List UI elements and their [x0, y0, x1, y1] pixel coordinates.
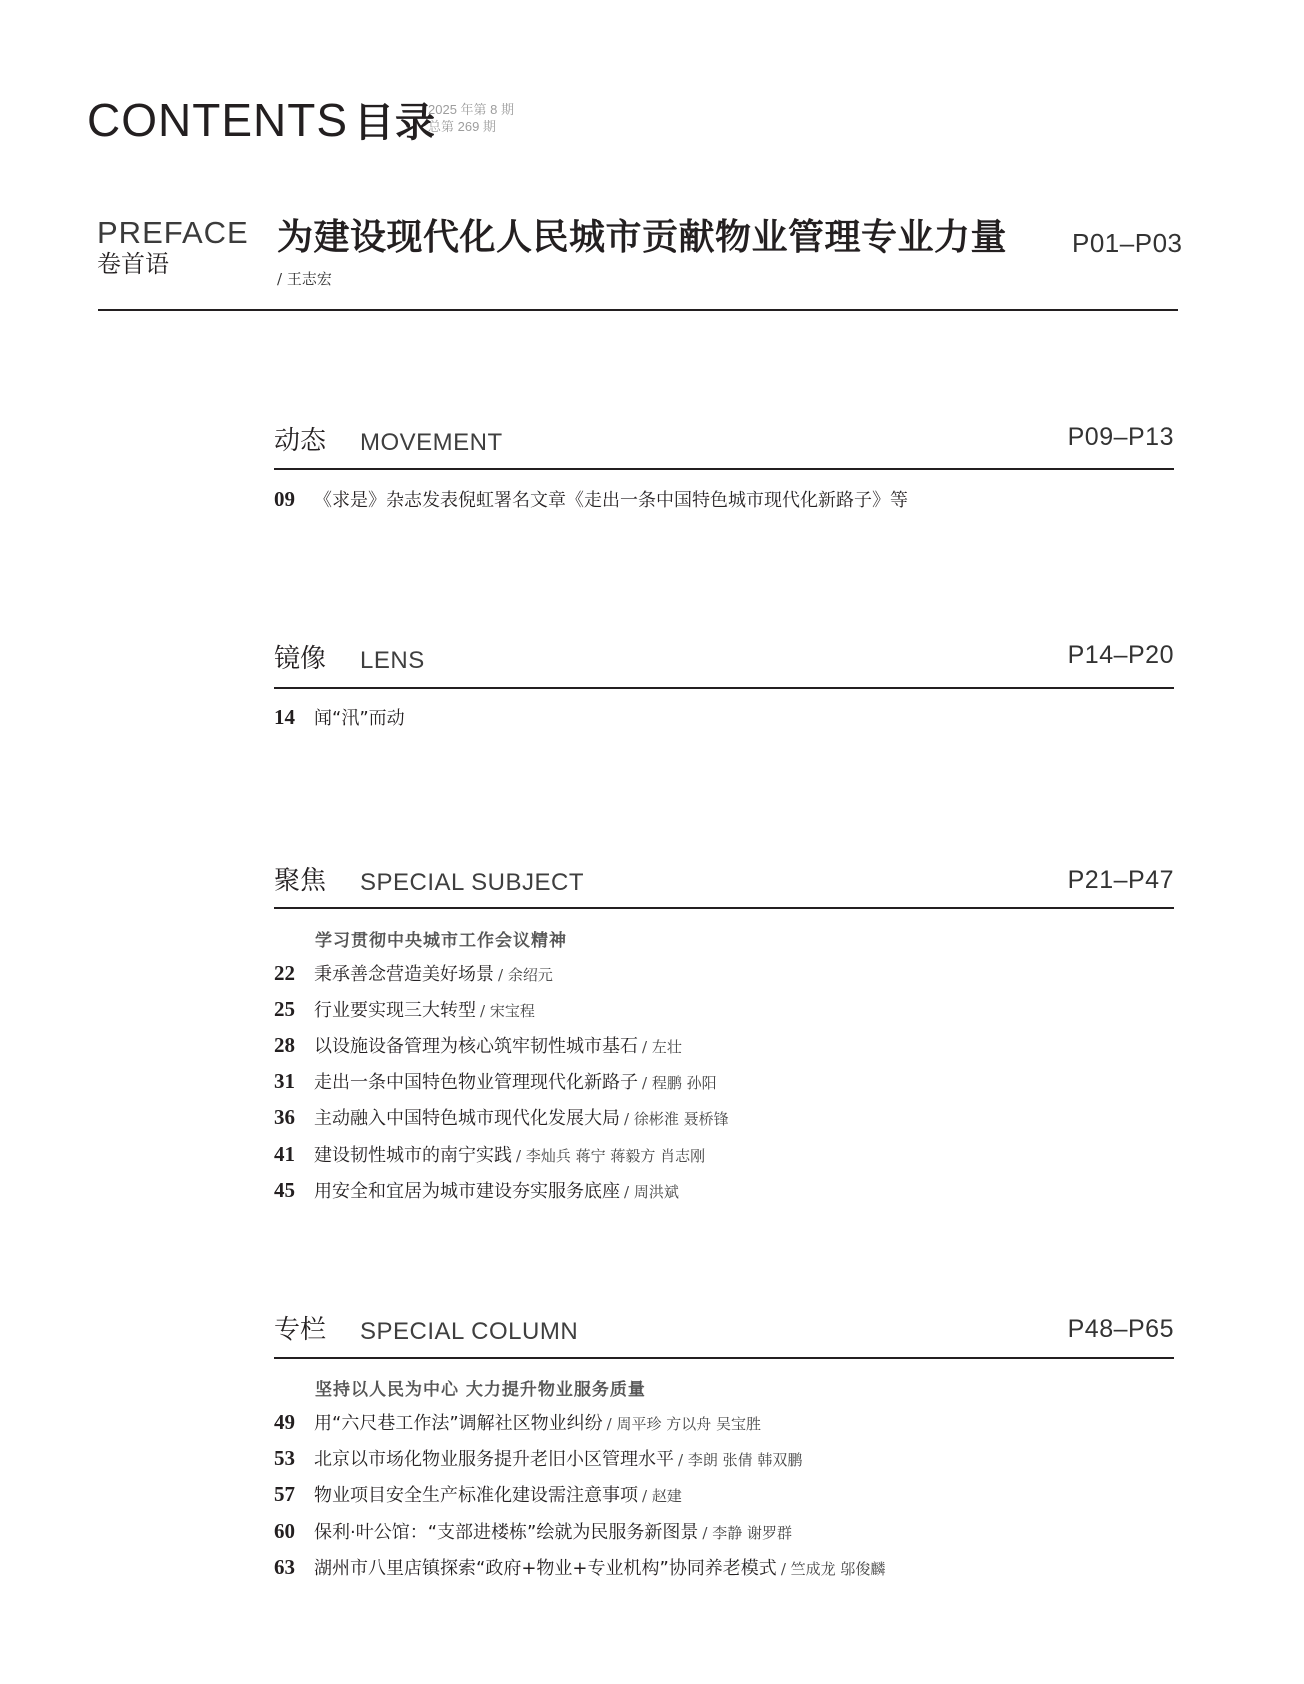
issue-total: 总第 269 期 [428, 119, 496, 134]
contents-title-en: CONTENTS [87, 94, 348, 146]
preface-page-range: P01–P03 [1072, 228, 1183, 258]
toc-entry[interactable] [274, 1518, 792, 1546]
section-title-cn: 聚焦 [274, 866, 327, 896]
preface-article-title[interactable]: 为建设现代化人民城市贡献物业管理专业力量 [277, 217, 1008, 258]
toc-page-number: 28 [274, 1033, 295, 1057]
section-divider [274, 687, 1174, 689]
preface-label-cn: 卷首语 [97, 250, 169, 278]
toc-author: / 李静 谢罗群 [702, 1524, 792, 1542]
section-subheading: 学习贯彻中央城市工作会议精神 [315, 931, 567, 951]
toc-article-title: 物业项目安全生产标准化建设需注意事项 [314, 1485, 638, 1506]
toc-entry[interactable] [274, 1032, 682, 1060]
toc-entry[interactable] [274, 1177, 679, 1205]
toc-article-title: 保利·叶公馆：“支部进楼栋”绘就为民服务新图景 [314, 1522, 699, 1543]
toc-author: / 周洪斌 [624, 1183, 679, 1201]
toc-article-title: 主动融入中国特色城市现代化发展大局 [314, 1108, 620, 1129]
toc-author: / 徐彬淮 聂桥锋 [624, 1110, 729, 1128]
section-title-en: SPECIAL COLUMN [360, 1318, 579, 1345]
toc-entry[interactable] [274, 1481, 682, 1509]
toc-entry[interactable] [274, 1068, 717, 1096]
toc-article-title: 湖州市八里店镇探索“政府+物业+专业机构”协同养老模式 [314, 1558, 777, 1579]
toc-page-number: 45 [274, 1178, 295, 1202]
toc-author: / 宋宝程 [480, 1002, 535, 1020]
toc-entry[interactable] [274, 1554, 885, 1582]
toc-author: / 李朗 张倩 韩双鹏 [678, 1451, 803, 1469]
section-divider [274, 907, 1174, 909]
preface-author: / 王志宏 [277, 270, 332, 288]
toc-page-number: 22 [274, 961, 295, 985]
toc-article-title: 用安全和宜居为城市建设夯实服务底座 [314, 1181, 620, 1202]
toc-page-number: 09 [274, 487, 295, 511]
toc-article-title: 秉承善念营造美好场景 [314, 964, 494, 985]
section-divider [274, 1357, 1174, 1359]
toc-entry[interactable] [274, 1409, 761, 1437]
toc-page-number: 31 [274, 1069, 295, 1093]
issue-info [428, 101, 514, 135]
toc-page-number: 25 [274, 997, 295, 1021]
section-title-cn: 专栏 [274, 1315, 327, 1345]
toc-page-number: 53 [274, 1446, 295, 1470]
section-title-cn: 动态 [274, 426, 327, 456]
toc-page-number: 60 [274, 1519, 295, 1543]
toc-article-title: 闻“汛”而动 [314, 708, 405, 729]
toc-article-title: 北京以市场化物业服务提升老旧小区管理水平 [314, 1449, 674, 1470]
toc-page-number: 41 [274, 1142, 295, 1166]
toc-article-title: 用“六尺巷工作法”调解社区物业纠纷 [314, 1413, 603, 1434]
preface-label-en: PREFACE [97, 215, 249, 250]
toc-entry[interactable] [274, 1445, 802, 1473]
section-title-en: LENS [360, 647, 425, 674]
toc-author: / 左壮 [642, 1038, 682, 1056]
toc-entry[interactable] [274, 960, 553, 988]
toc-page-number: 57 [274, 1482, 295, 1506]
section-title-en: SPECIAL SUBJECT [360, 869, 585, 896]
toc-page-number: 63 [274, 1555, 295, 1579]
toc-entry[interactable] [274, 996, 535, 1024]
section-subheading: 坚持以人民为中心 大力提升物业服务质量 [315, 1380, 646, 1400]
toc-page-number: 36 [274, 1105, 295, 1129]
toc-page-number: 49 [274, 1410, 295, 1434]
toc-entry[interactable] [274, 1104, 729, 1132]
toc-author: / 程鹏 孙阳 [642, 1074, 717, 1092]
section-page-range: P14–P20 [1067, 641, 1174, 669]
preface-divider [98, 309, 1178, 311]
toc-article-title: 《求是》杂志发表倪虹署名文章《走出一条中国特色城市现代化新路子》等 [314, 490, 908, 511]
toc-article-title: 走出一条中国特色物业管理现代化新路子 [314, 1072, 638, 1093]
toc-article-title: 以设施设备管理为核心筑牢韧性城市基石 [314, 1036, 638, 1057]
section-page-range: P21–P47 [1067, 866, 1174, 894]
section-page-range: P09–P13 [1067, 423, 1174, 451]
issue-number: 2025 年第 8 期 [428, 102, 514, 117]
toc-author: / 李灿兵 蒋宁 蒋毅方 肖志刚 [516, 1147, 706, 1165]
toc-author: / 周平珍 方以舟 吴宝胜 [606, 1415, 762, 1433]
toc-author: / 竺成龙 邬俊麟 [780, 1560, 886, 1578]
toc-entry[interactable] [274, 704, 405, 732]
toc-author: / 余绍元 [498, 966, 553, 984]
toc-entry[interactable] [274, 1141, 705, 1169]
contents-title [87, 92, 436, 151]
toc-article-title: 行业要实现三大转型 [314, 1000, 476, 1021]
section-divider [274, 468, 1174, 470]
toc-author: / 赵建 [642, 1487, 682, 1505]
toc-article-title: 建设韧性城市的南宁实践 [314, 1145, 512, 1166]
section-title-en: MOVEMENT [360, 429, 503, 456]
contents-title-cn: 目录 [354, 100, 436, 146]
toc-entry[interactable] [274, 486, 908, 514]
section-page-range: P48–P65 [1067, 1315, 1174, 1343]
section-title-cn: 镜像 [274, 644, 327, 674]
toc-page-number: 14 [274, 705, 295, 729]
